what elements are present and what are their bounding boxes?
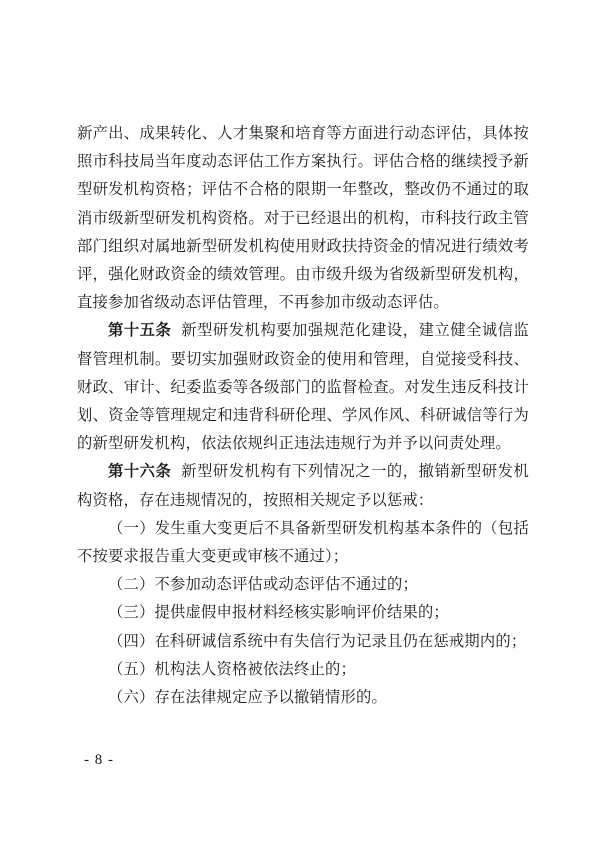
list-item-text: （一）发生重大变更后不具备新型研发机构基本条件的（包括不按要求报告重大变更或审核不通过）； (77, 518, 529, 566)
article-heading: 第十五条 (108, 321, 172, 340)
paragraph-text: 新产出、成果转化、人才集聚和培育等方面进行动态评估，具体按照市科技局当年度动态评估工作方案执行。评估合格的继续授予新型研发机构资格；评估不合格的限期一年整改，整改仍不通过的取消市级新型研发机构资格。对于已经退出的机构，市科技行政主管部门组织对属地新型研发机构使用财政扶持资金的情况进行绩效考评，强化财政资金的绩效管理。由市级升级为省级新型研发机构，直接参加省级动态评估管理，不再参加市级动态评估。 (77, 124, 529, 312)
list-item-6 (77, 683, 529, 711)
list-item-text: （五）机构法人资格被依法终止的； (108, 659, 356, 678)
paragraph-article-16 (77, 457, 529, 513)
document-body (77, 119, 529, 711)
paragraph-continuation (77, 119, 529, 316)
list-item-4 (77, 627, 529, 655)
list-item-text: （四）在科研诚信系统中有失信行为记录且仍在惩戒期内的； (108, 631, 527, 650)
list-item-1 (77, 514, 529, 570)
paragraph-article-15 (77, 316, 529, 457)
page-number: - 8 - (84, 752, 114, 768)
list-item-text: （三）提供虚假申报材料经核实影响评价结果的； (108, 603, 449, 622)
list-item-3 (77, 598, 529, 626)
list-item-text: （六）存在法律规定应予以撤销情形的。 (108, 688, 387, 707)
article-heading: 第十六条 (108, 462, 172, 481)
paragraph-text: 新型研发机构要加强规范化建设，建立健全诚信监督管理机制。要切实加强财政资金的使用和管理，自觉接受科技、财政、审计、纪委监委等各级部门的监督检查。对发生违反科技计划、资金等管理规定和违背科研伦理、学风作风、科研诚信等行为的新型研发机构，依法依规纠正违法违规行为并予以问责处理。 (77, 321, 529, 453)
list-item-5 (77, 655, 529, 683)
list-item-text: （二）不参加动态评估或动态评估不通过的； (108, 575, 418, 594)
list-item-2 (77, 570, 529, 598)
paragraph-text: 新型研发机构有下列情况之一的，撤销新型研发机构资格，存在违规情况的，按照相关规定予以惩戒： (77, 462, 529, 509)
